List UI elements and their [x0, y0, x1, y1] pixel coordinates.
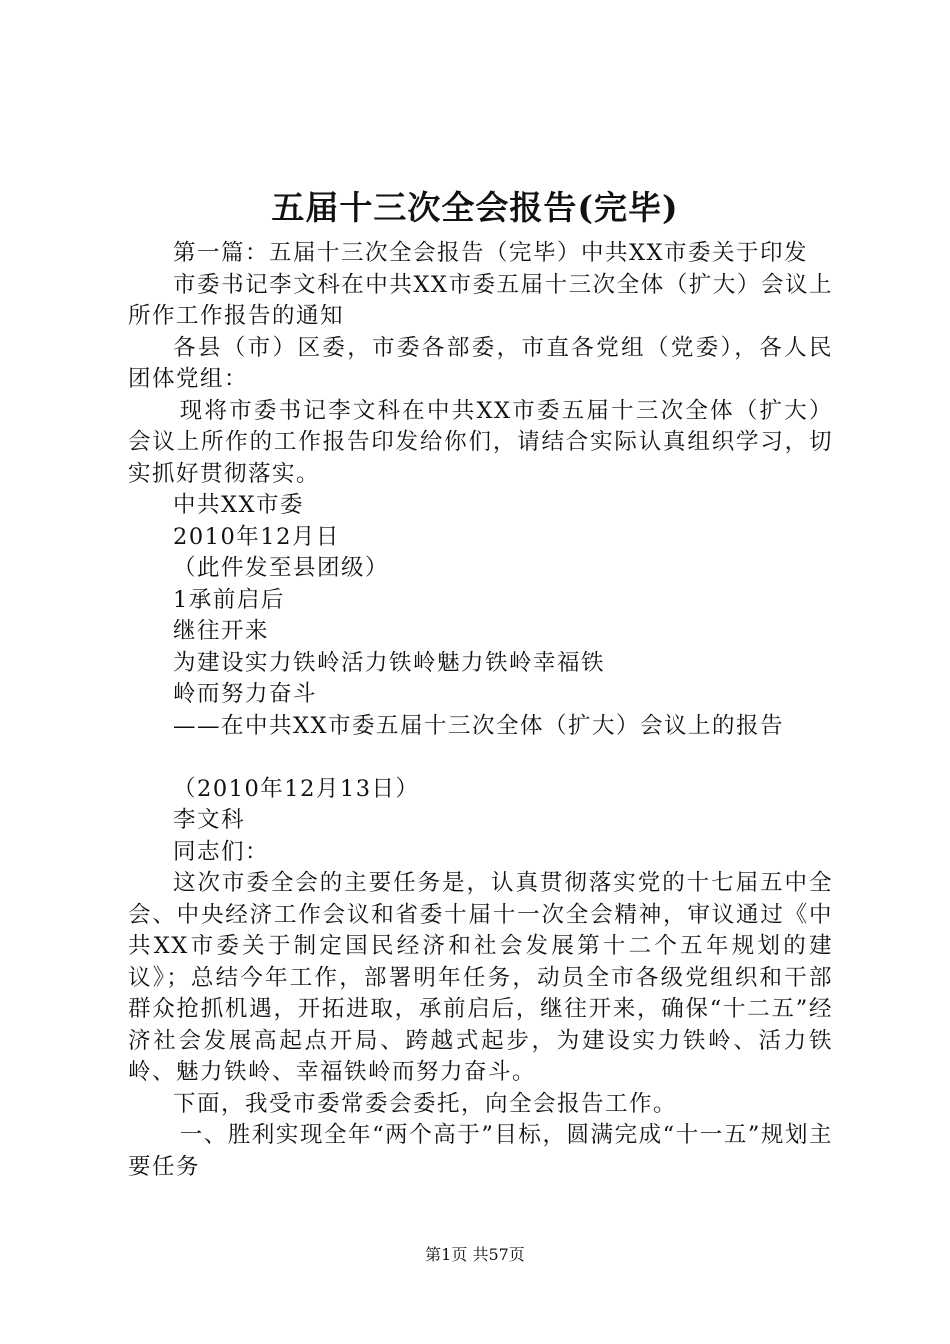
paragraph-report-title-2: 继往开来 — [173, 618, 270, 644]
paragraph-section-one-heading: 一、胜利实现全年“两个高于”目标，圆满完成“十一五”规划主要任务 — [128, 1122, 833, 1180]
paragraph-report-intro: 下面，我受市委常委会委托，向全会报告工作。 — [173, 1090, 678, 1117]
paragraph-blank — [128, 742, 833, 774]
paragraph-report-title-3: 为建设实力铁岭活力铁岭魅力铁岭幸福铁 — [173, 649, 606, 676]
paragraph-report-title-1: 1承前启后 — [173, 586, 285, 613]
paragraph-report-title-4: 岭而努力奋斗 — [173, 681, 318, 707]
paragraph-recipients: 各县（市）区委，市委各部委，市直各党组（党委），各人民团体党组： — [128, 334, 833, 392]
paragraph-heading-line: 第一篇：五届十三次全会报告（完毕）中共XX市委关于印发 — [173, 240, 809, 266]
document-title: 五届十三次全会报告(完毕) — [271, 188, 679, 227]
paragraph-distribution: （此件发至县团级） — [173, 555, 390, 581]
paragraph-notice-title: 市委书记李文科在中共XX市委五届十三次全体（扩大）会议上所作工作报告的通知 — [128, 271, 833, 329]
paragraph-issuer: 中共XX市委 — [173, 492, 305, 518]
page-footer: 第1页 共57页 — [425, 1245, 525, 1264]
paragraph-report-subtitle: ——在中共XX市委五届十三次全体（扩大）会议上的报告 — [173, 712, 785, 739]
paragraph-notice-body: 现将市委书记李文科在中共XX市委五届十三次全体（扩大）会议上所作的工作报告印发给你们，请结合实际认真组织学习，切实抓好贯彻落实。 — [128, 397, 833, 487]
paragraph-salutation: 同志们： — [173, 838, 270, 865]
paragraph-author: 李文科 — [173, 807, 246, 833]
paragraph-main-task: 这次市委全会的主要任务是，认真贯彻落实党的十七届五中全会、中央经济工作会议和省委十届十一次全会精神，审议通过《中共XX市委关于制定国民经济和社会发展第十二个五年规划的建议》；总结今年工作，部署明年任务，动员全市各级党组织和干部群众抢抓机遇，开拓进取，承前启后，继往开来，确保“十二五”经济社会发展高起点开局、跨越式起步，为建设实力铁岭、活力铁岭、魅力铁岭、幸福铁岭而努力奋斗。 — [128, 870, 833, 1085]
paragraph-report-date: （2010年12月13日） — [173, 775, 420, 802]
paragraph-date: 2010年12月日 — [173, 523, 340, 550]
document-body — [128, 238, 833, 1183]
